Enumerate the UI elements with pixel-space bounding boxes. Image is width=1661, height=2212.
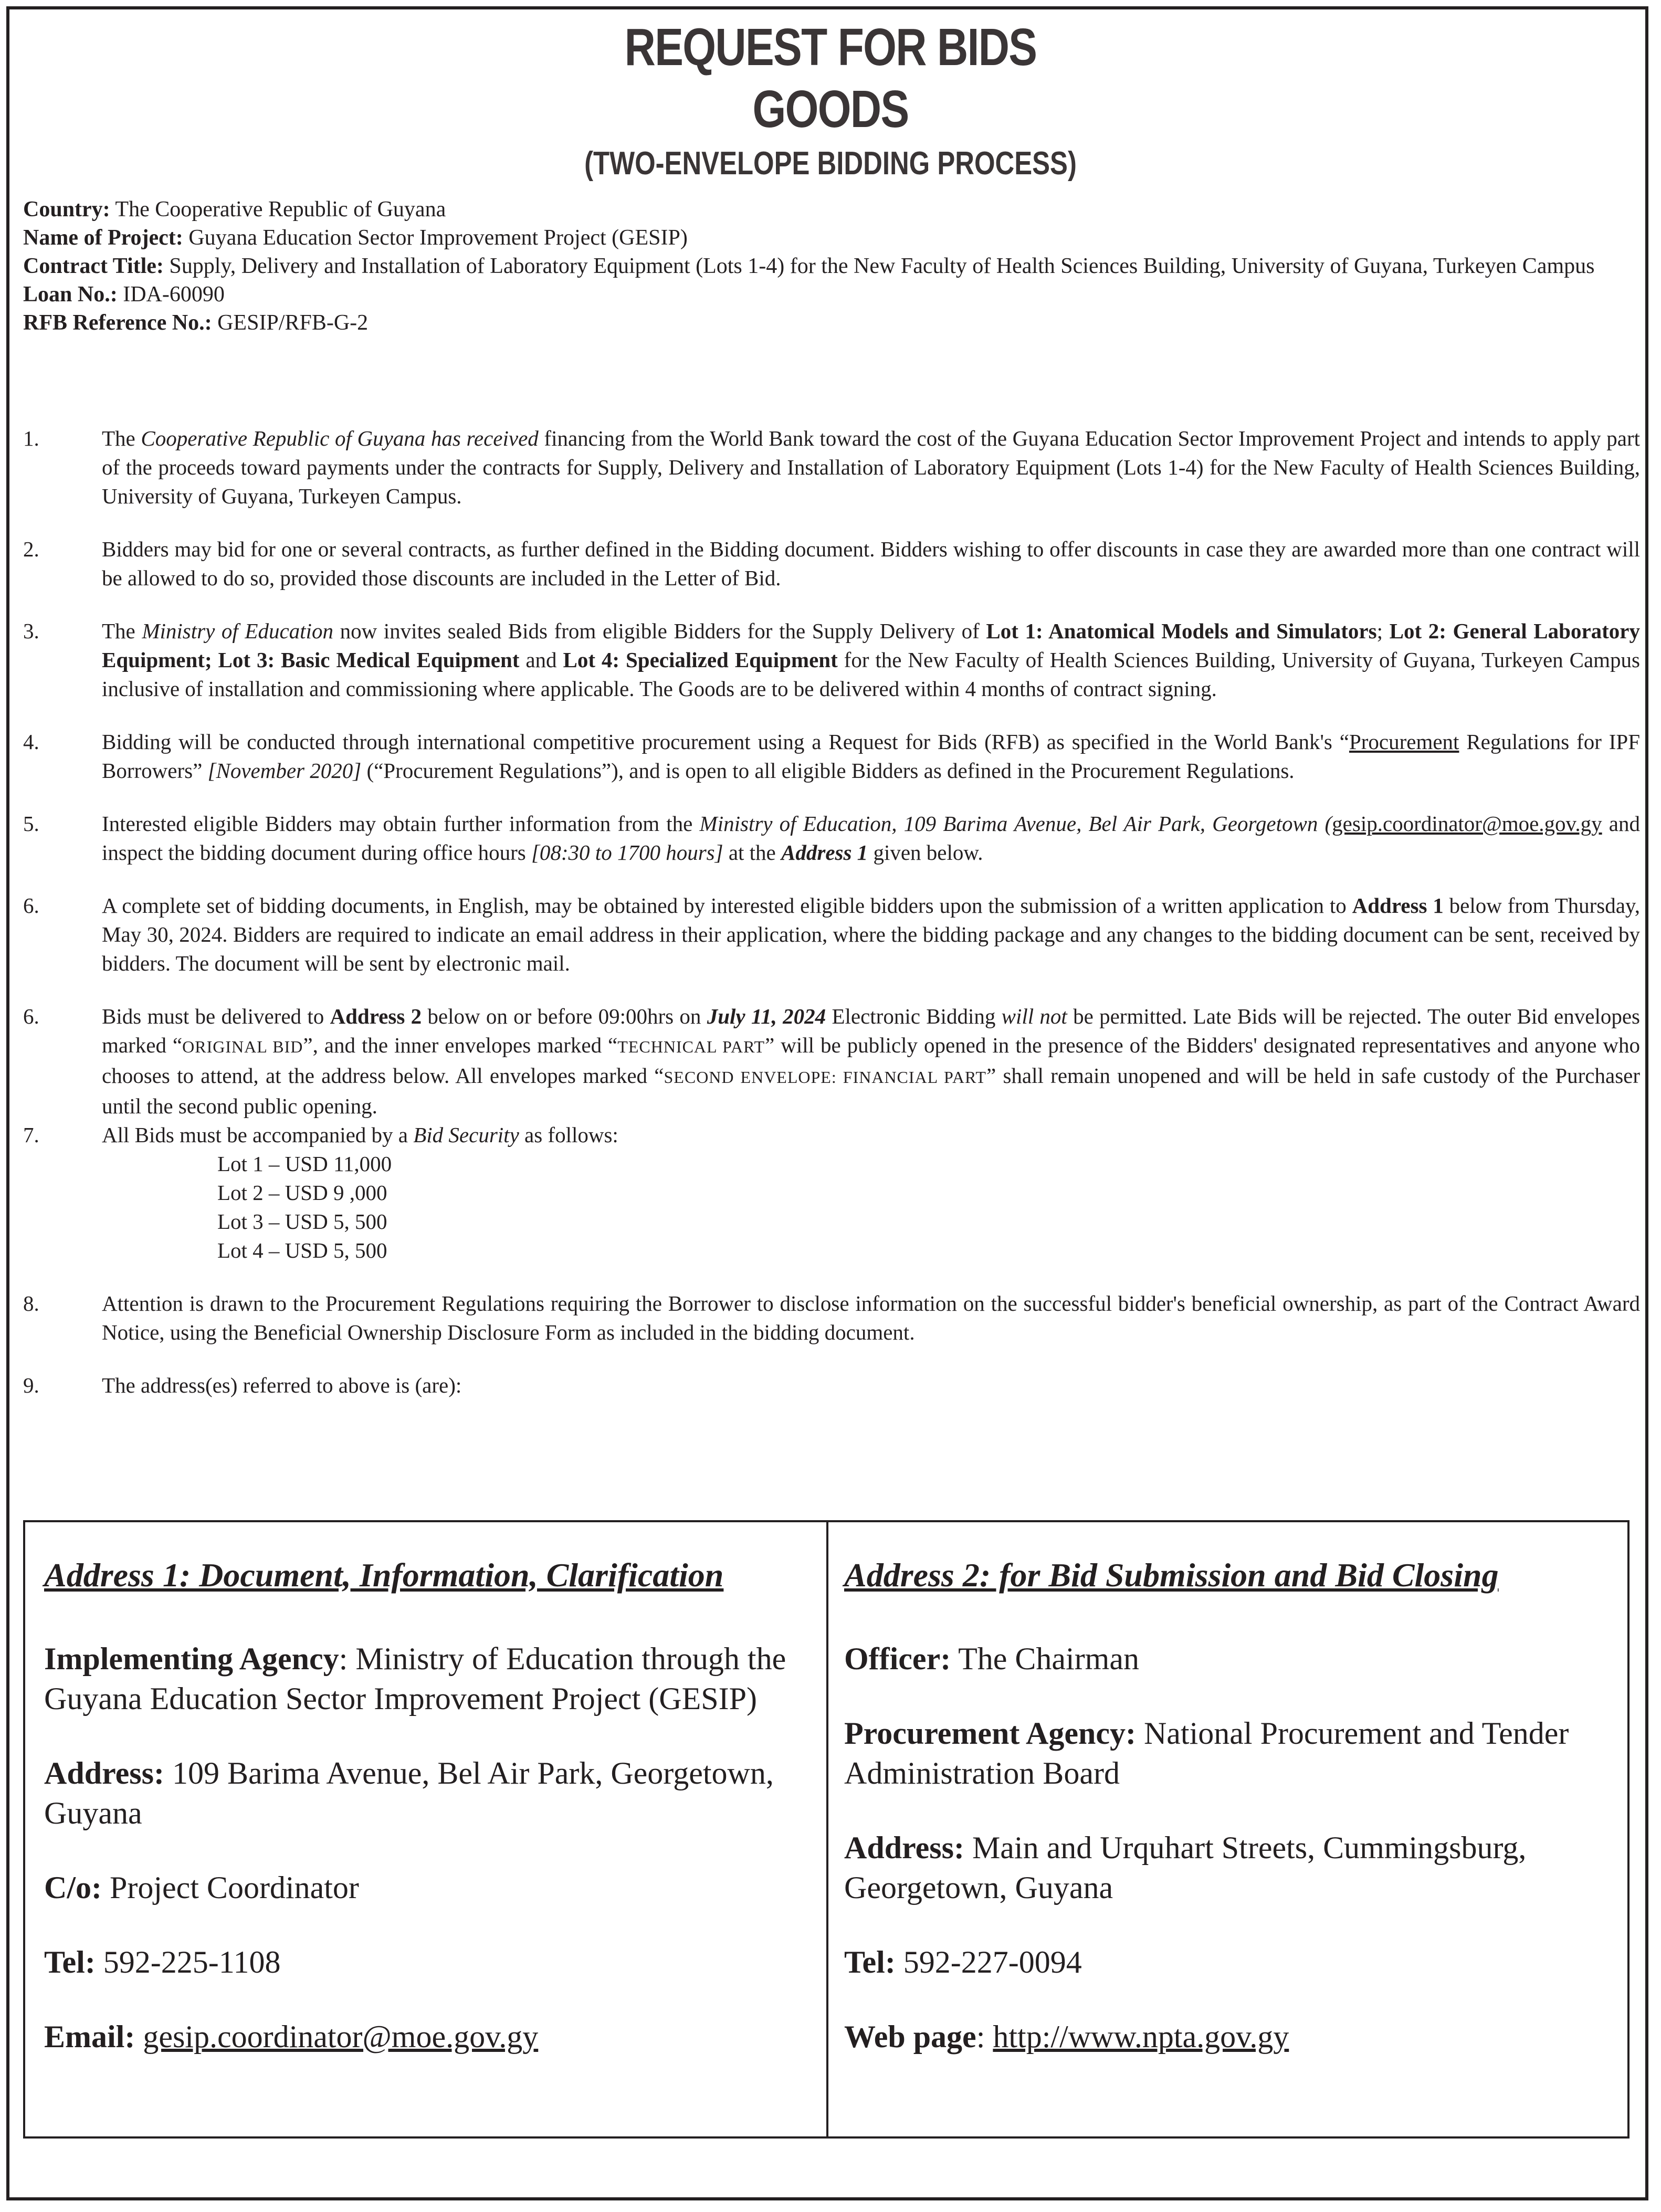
text: ;: [1376, 619, 1390, 643]
text: ORIGINAL BID: [182, 1037, 303, 1056]
text: as follows:: [519, 1123, 618, 1147]
separator: :: [976, 2019, 993, 2054]
text: The: [102, 426, 141, 450]
text: Interested eligible Bidders may obtain further information from the: [102, 812, 700, 836]
text: [08:30 to 1700 hours]: [531, 840, 723, 865]
contract-label: Contract Title:: [23, 254, 164, 278]
address-1-column: [25, 1522, 826, 2136]
project-details: [23, 195, 1630, 337]
address-1-tel: [44, 1942, 805, 1982]
project-value: Guyana Education Sector Improvement Project (GESIP): [188, 226, 688, 250]
text: for the New Faculty of Health Sciences Building, University of Guyana, Turkeyen Campus inclusive of installation and commissioning where applicable. The Goods are to be delivered within 4 months of contract signing.: [102, 648, 1641, 701]
country-value: The Cooperative Republic of Guyana: [115, 197, 446, 222]
text: be permitted. Late Bids will be rejected. The outer Bid envelopes marked “: [102, 1004, 1640, 1057]
text: below on or before 09:00hrs on: [422, 1004, 707, 1028]
text: Procurement: [1349, 730, 1459, 754]
text: and: [519, 648, 563, 672]
clause-number: 2.: [23, 537, 39, 561]
bid-security-list: [102, 1150, 1640, 1265]
text: and inspect the bidding document during office hours: [102, 812, 1640, 865]
label: Tel:: [44, 1945, 96, 1979]
label: Email:: [44, 2019, 135, 2054]
text: at the: [723, 840, 782, 865]
label: Address:: [844, 1830, 964, 1865]
value: Project Coordinator: [101, 1870, 359, 1905]
clause-8: [23, 1289, 1640, 1347]
rfb-label: RFB Reference No.:: [23, 311, 212, 335]
label: Implementing Agency: [44, 1641, 339, 1676]
address-2-tel: [844, 1942, 1606, 1982]
loan-label: Loan No.:: [23, 282, 118, 307]
country-label: Country:: [23, 197, 110, 222]
clause-number: 8.: [23, 1291, 39, 1315]
email-link[interactable]: gesip.coordinator@moe.gov.gy: [143, 2019, 539, 2054]
title-line-3: (TWO-ENVELOPE BIDDING PROCESS): [584, 145, 1077, 182]
text: Ministry of Education, 109 Barima Avenue, Bel Air Park, Georgetown (: [699, 812, 1332, 836]
country-row: [23, 195, 1630, 224]
address-table: [23, 1520, 1630, 2139]
loan-row: [23, 280, 1630, 309]
text: Lot 2: General Laboratory Equipment; Lot 3: Basic Medical Equipment: [102, 619, 1640, 672]
text: A complete set of bidding documents, in English, may be obtained by interested eligible bidders upon the submission of a written application to: [102, 893, 1352, 918]
text: The: [102, 619, 142, 643]
text: SECOND ENVELOPE: FINANCIAL PART: [664, 1068, 986, 1087]
text: now invites sealed Bids from eligible Bidders for the Supply Delivery of: [333, 619, 986, 643]
value: 592-225-1108: [95, 1945, 281, 1979]
title-line-2: GOODS: [752, 80, 909, 139]
text: The address(es) referred to above is (are):: [102, 1373, 462, 1397]
address-2-street: [844, 1828, 1606, 1908]
label: Procurement Agency:: [844, 1716, 1136, 1751]
text: Bid Security: [413, 1123, 519, 1147]
officer: [844, 1639, 1606, 1679]
text: TECHNICAL PART: [617, 1037, 765, 1056]
text: Address 2: [330, 1004, 422, 1028]
clause-number: 3.: [23, 619, 39, 643]
rfb-value: GESIP/RFB-G-2: [217, 311, 369, 335]
clause-3: [23, 617, 1640, 703]
text: given below.: [868, 840, 983, 865]
clause-2: [23, 535, 1640, 593]
clause-number: 9.: [23, 1373, 39, 1397]
email-link[interactable]: gesip.coordinator@moe.gov.gy: [1332, 812, 1602, 836]
text: Address 1: [1352, 893, 1444, 918]
value: : Ministry of Education through the Guyana Education Sector Improvement Project (GESIP): [44, 1641, 786, 1716]
value: Main and Urquhart Streets, Cummingsburg, Georgetown, Guyana: [844, 1830, 1527, 1905]
clauses: [23, 424, 1640, 1400]
project-label: Name of Project:: [23, 226, 183, 250]
care-of: [44, 1868, 805, 1908]
text: ” shall remain unopened and will be held in safe custody of the Purchaser until the second public opening.: [102, 1063, 1641, 1118]
text: ” will be publicly opened in the presence of the Bidders' designated representatives and anyone who chooses to attend, at the address below. All envelopes marked “: [102, 1033, 1640, 1088]
bid-security-lot-1: Lot 1 – USD 11,000: [217, 1152, 392, 1176]
clause-6b: [23, 1002, 1640, 1121]
text: July 11, 2024: [707, 1004, 826, 1028]
value: 109 Barima Avenue, Bel Air Park, Georgetown, Guyana: [44, 1756, 774, 1830]
address-1-street: [44, 1753, 805, 1833]
address-1-heading: Address 1: Document, Information, Clarification: [44, 1556, 724, 1594]
text: (“Procurement Regulations”), and is open to all eligible Bidders as defined in the Procurement Regulations.: [361, 759, 1295, 783]
label: C/o:: [44, 1870, 102, 1905]
text: below from Thursday, May 30, 2024. Bidders are required to indicate an email address in their application, where the bidding package and any changes to the bidding document can be sent, received by bidders. The document will be sent by electronic mail.: [102, 893, 1641, 975]
text: Lot 1: Anatomical Models and Simulators: [986, 619, 1377, 643]
clause-number: 6.: [23, 1004, 39, 1028]
text: Address 1: [781, 840, 868, 865]
clause-1: [23, 424, 1640, 511]
procurement-agency: [844, 1713, 1606, 1793]
loan-value: IDA-60090: [123, 282, 225, 307]
text: Lot 4: Specialized Equipment: [563, 648, 838, 672]
implementing-agency: [44, 1639, 805, 1719]
clause-number: 7.: [23, 1123, 39, 1147]
value: National Procurement and Tender Administration Board: [844, 1716, 1569, 1790]
clause-7: [23, 1121, 1640, 1265]
text: Electronic Bidding: [826, 1004, 1002, 1028]
text: Ministry of Education: [142, 619, 333, 643]
text: Bidders may bid for one or several contracts, as further defined in the Bidding document. Bidders wishing to offer discounts in case they are awarded more than one contract will be allowed to do so, provided those discounts are included in the Letter of Bid.: [102, 537, 1640, 590]
text: All Bids must be accompanied by a: [102, 1123, 414, 1147]
clause-4: [23, 728, 1640, 785]
contract-value: Supply, Delivery and Installation of Laboratory Equipment (Lots 1-4) for the New Faculty of Health Sciences Building, University of Guyana, Turkeyen Campus: [169, 254, 1595, 278]
web-page: [844, 2017, 1606, 2057]
text: Attention is drawn to the Procurement Regulations requiring the Borrower to disclose information on the successful bidder's beneficial ownership, as part of the Contract Award Notice, using the Beneficial Ownership Disclosure Form as included in the bidding document.: [102, 1291, 1640, 1344]
address-2-heading: Address 2: for Bid Submission and Bid Closing: [844, 1556, 1499, 1594]
text: Cooperative Republic of Guyana has received: [141, 426, 539, 450]
text: Bids must be delivered to: [102, 1004, 330, 1028]
clause-9: [23, 1371, 1640, 1400]
text: will not: [1001, 1004, 1067, 1028]
value: The Chairman: [951, 1641, 1139, 1676]
rfb-row: [23, 309, 1630, 337]
text: [November 2020]: [207, 759, 362, 783]
clause-6: [23, 891, 1640, 978]
address-2-column: [826, 1522, 1627, 2136]
clause-number: 4.: [23, 730, 39, 754]
bid-security-lot-4: Lot 4 – USD 5, 500: [217, 1238, 387, 1262]
address-1-email: [44, 2017, 805, 2057]
text: Regulations for IPF Borrowers”: [102, 730, 1641, 783]
project-row: [23, 224, 1630, 252]
clause-5: [23, 809, 1640, 867]
clause-number: 1.: [23, 426, 39, 450]
value: 592-227-0094: [895, 1945, 1082, 1979]
clause-number: 6.: [23, 893, 39, 918]
label: Address:: [44, 1756, 164, 1790]
contract-row: [23, 252, 1630, 280]
label: Tel:: [844, 1945, 896, 1979]
web-link[interactable]: http://www.npta.gov.gy: [993, 2019, 1289, 2054]
clause-number: 5.: [23, 812, 39, 836]
bid-security-lot-2: Lot 2 – USD 9 ,000: [217, 1181, 387, 1205]
title-line-1: REQUEST FOR BIDS: [624, 18, 1037, 77]
label: Officer:: [844, 1641, 951, 1676]
text: ”, and the inner envelopes marked “: [303, 1033, 618, 1057]
bid-security-lot-3: Lot 3 – USD 5, 500: [217, 1209, 387, 1234]
text: financing from the World Bank toward the cost of the Guyana Education Sector Improvement Project and intends to apply part of the proceeds toward payments under the contracts for Supply, Delivery and Installation of Laboratory Equipment (Lots 1-4) for the New Faculty of Health Sciences Building, University of Guyana, Turkeyen Campus.: [102, 426, 1640, 508]
label: Web page: [844, 2019, 976, 2054]
text: Bidding will be conducted through international competitive procurement using a Request for Bids (RFB) as specified in the World Bank's “: [102, 730, 1349, 754]
